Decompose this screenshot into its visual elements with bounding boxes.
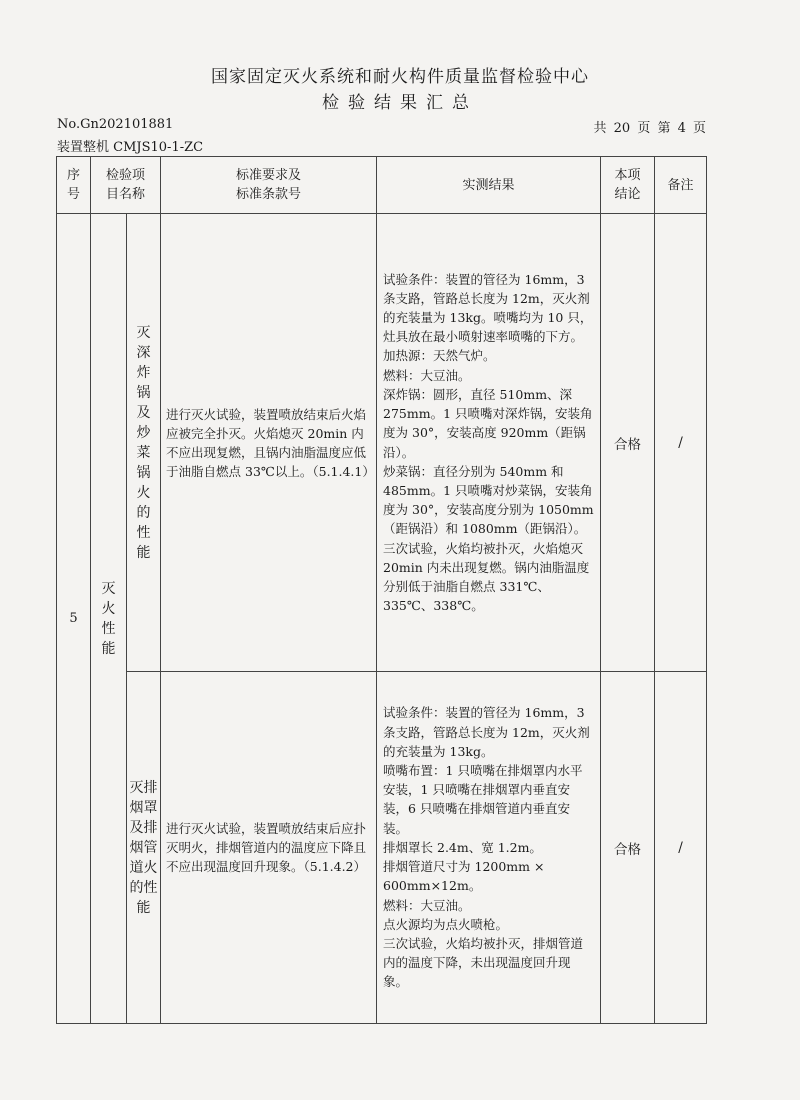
requirement-text: 进行灭火试验，装置喷放结束后应扑灭明火，排烟管道内的温度应下降且不应出现温度回升现象。（5.1.4.2） bbox=[161, 672, 377, 1024]
remark: / bbox=[655, 214, 707, 672]
header-remark: 备注 bbox=[655, 157, 707, 214]
table-row bbox=[57, 672, 707, 1024]
conclusion: 合格 bbox=[601, 672, 655, 1024]
sub-item-label: 灭 深 炸 锅 及 炒 菜 锅 火 的 性 能 bbox=[136, 324, 151, 561]
remark: / bbox=[655, 672, 707, 1024]
result-text: 试验条件：装置的管径为 16mm，3 条支路，管路总长度为 12m，灭火剂的充装量为 13kg。喷嘴均为 10 只，灶具放在最小喷射速率喷嘴的下方。 加热源：天然气炉。 燃料：大豆油。 深炸锅：圆形，直径 510mm、深 275mm。1 只喷嘴对深炸锅，安装角度为 30°，安装高度 920mm（距锅沿）。 炒菜锅：直径分别为 540mm 和 485mm。1 只喷嘴对炒菜锅，安装角度为 30°，安装高度分别为 1050mm（距锅沿）和 1080mm（距锅沿）。 三次试验，火焰均被扑灭，火焰熄灭 20min 内未出现复燃。锅内油脂温度分别低于油脂自燃点 331℃、335℃、338℃。 bbox=[377, 214, 601, 672]
org-title: 国家固定灭火系统和耐火构件质量监督检验中心 bbox=[211, 67, 589, 87]
result-text: 试验条件：装置的管径为 16mm，3 条支路，管路总长度为 12m，灭火剂的充装量为 13kg。 喷嘴布置：1 只喷嘴在排烟罩内水平安装，1 只喷嘴在排烟罩内垂直安装，6 只喷嘴在排烟管道内垂直安装。 排烟罩长 2.4m、宽 1.2m。 排烟管道尺寸为 1200mm × 600mm×12m。 燃料：大豆油。 点火源均为点火喷枪。 三次试验，火焰均被扑灭，排烟管道内的温度下降，未出现温度回升现象。 bbox=[377, 672, 601, 1024]
table-header-row bbox=[57, 157, 707, 214]
results-table bbox=[56, 156, 707, 1024]
header-item: 检验项 目名称 bbox=[91, 157, 161, 214]
page-counter: 共 20 页 第 4 页 bbox=[593, 121, 706, 136]
sub-item-label: 灭排 烟罩 及排 烟管 道火 的性 能 bbox=[129, 779, 158, 916]
header-standard: 标准要求及 标准条款号 bbox=[161, 157, 377, 214]
requirement-text: 进行灭火试验，装置喷放结束后火焰应被完全扑灭。火焰熄灭 20min 内不应出现复燃，且锅内油脂温度应低于油脂自燃点 33℃以上。（5.1.4.1） bbox=[161, 214, 377, 672]
doc-title: 检验结果汇总 bbox=[322, 93, 478, 113]
report-number: No.Gn202101881 bbox=[57, 117, 174, 132]
header-seq: 序 号 bbox=[57, 157, 91, 214]
table-row bbox=[57, 214, 707, 672]
header-conclusion: 本项 结论 bbox=[601, 157, 655, 214]
header-result: 实测结果 bbox=[377, 157, 601, 214]
category-label: 灭 火 性 能 bbox=[101, 580, 116, 657]
conclusion: 合格 bbox=[601, 214, 655, 672]
device-model: 装置整机 CMJS10-1-ZC bbox=[57, 140, 204, 155]
category-cell bbox=[91, 214, 127, 1024]
sub-item-cell bbox=[127, 214, 161, 672]
sub-item-cell bbox=[127, 672, 161, 1024]
seq-number: 5 bbox=[57, 214, 91, 1024]
